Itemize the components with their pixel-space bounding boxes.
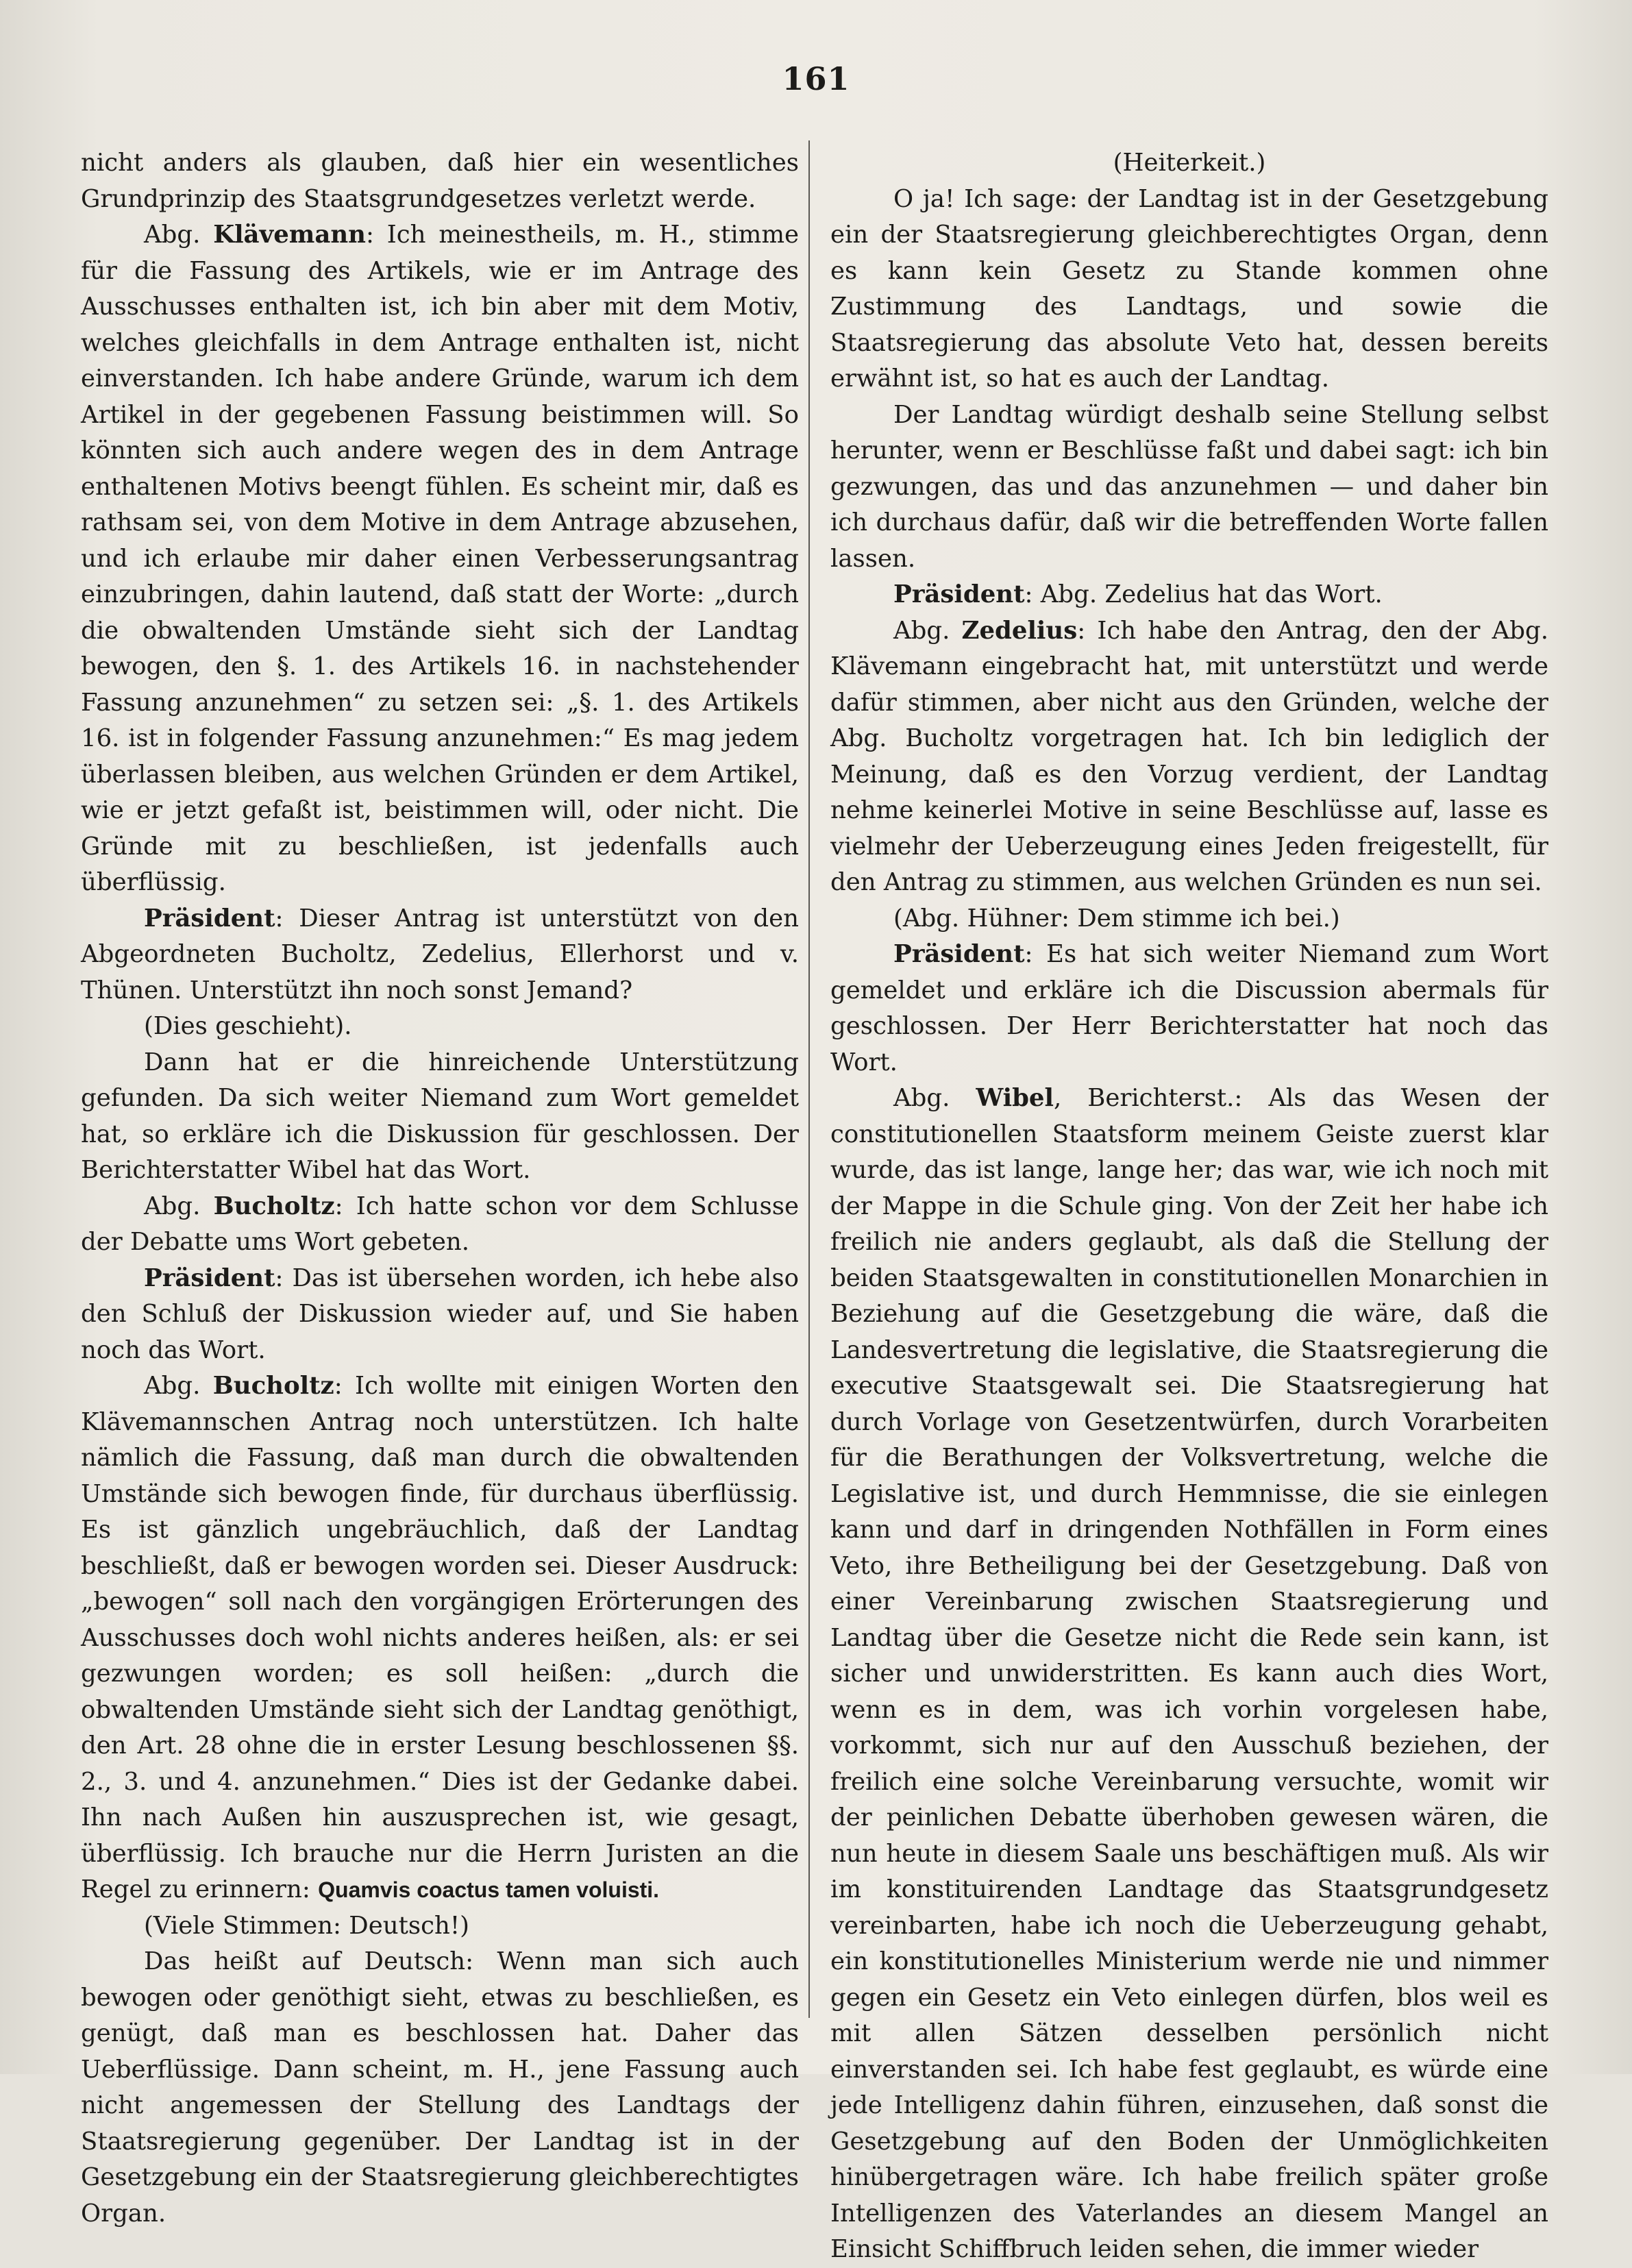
paragraph: Dann hat er die hinreichende Unterstützung gefunden. Da sich weiter Niemand zum Wort gemeldet hat, so erkläre ich die Diskussion für geschlossen. Der Berichterstatter Wibel hat das Wort. (81, 1048, 799, 1184)
speaker-name: Zedelius (961, 616, 1078, 645)
paragraph: Der Landtag würdigt deshalb seine Stellung selbst herunter, wenn er Beschlüsse faßt und dabei sagt: ich bin gezwungen, das und das anzunehmen — und daher bin ich durchaus dafür, daß wir die betreffenden Worte fallen lassen. (830, 400, 1548, 573)
page-number: 161 (782, 60, 850, 97)
speech-text: : Es hat sich weiter Niemand zum Wort gemeldet und erkläre ich die Discussion abermals für geschlossen. Der Herr Berichterstatter hat noch das Wort. (830, 940, 1548, 1076)
paragraph (81, 217, 799, 901)
paragraph: O ja! Ich sage: der Landtag ist in der Gesetzgebung ein der Staatsregierung gleichberechtigtes Organ, denn es kann kein Gesetz zu Stande kommen ohne Zustimmung des Landtags, und sowie die Staatsregierung das absolute Veto hat, dessen bereits erwähnt ist, so hat es auch der Landtag. (830, 184, 1548, 393)
paragraph: nicht anders als glauben, daß hier ein wesentliches Grundprinzip des Staatsgrundgesetzes verletzt werde. (81, 149, 799, 213)
paragraph (81, 1368, 799, 1908)
speaker-name: Wibel (976, 1084, 1054, 1112)
paragraph (830, 577, 1548, 613)
speech-text: : Das ist übersehen worden, ich hebe also den Schluß der Diskussion wieder auf, und Sie haben noch das Wort. (81, 1264, 799, 1364)
paragraph: Das heißt auf Deutsch: Wenn man sich auch bewogen oder genöthigt sieht, etwas zu beschließen, es genügt, daß man es beschlossen hat. Daher das Ueberflüssige. Dann scheint, m. H., jene Fassung auch nicht angemessen der Stellung des Landtags der Staatsregierung gegenüber. Der Landtag ist in der Gesetzgebung ein der Staatsregierung gleichberechtigtes Organ. (81, 1947, 799, 2228)
speaker-name: Bucholtz (213, 1192, 335, 1220)
speech-text: : Ich meinestheils, m. H., stimme für die Fassung des Artikels, wie er im Antrage des Ausschusses enthalten ist, ich bin aber mit dem Motiv, welches gleichfalls in dem Antrage enthalten ist, nicht einverstanden. Ich habe andere Gründe, warum ich dem Artikel in der gegebenen Fassung beistimmen will. So könnten sich auch andere wegen des in dem Antrage enthaltenen Motivs beengt fühlen. Es scheint mir, daß es rathsam sei, von dem Motive in dem Antrage abzusehen, und ich erlaube mir daher einen Verbesserungsantrag einzubringen, dahin lautend, daß statt der Worte: „durch die obwaltenden Umstände sieht sich der Landtag bewogen, den §. 1. des Artikels 16. in nachstehender Fassung anzunehmen“ zu setzen sei: „§. 1. des Artikels 16. ist in folgender Fassung anzunehmen:“ Es mag jedem überlassen bleiben, aus welchen Gründen er dem Artikel, wie er jetzt gefaßt ist, beistimmen will, oder nicht. Die Gründe mit zu beschließen, ist jedenfalls auch überflüssig. (81, 221, 799, 896)
left-column (81, 145, 799, 2232)
paragraph (830, 937, 1548, 1081)
speech-text: : Ich hatte schon vor dem Schlusse der Debatte ums Wort gebeten. (81, 1192, 799, 1256)
speaker-name: Klävemann (213, 221, 366, 249)
latin-quote: Quamvis coactus tamen voluisti. (318, 1877, 660, 1902)
right-column (830, 145, 1548, 2268)
speaker-prefix: Abg. (144, 221, 201, 249)
speaker-name: Präsident (144, 904, 275, 933)
paragraph (81, 901, 799, 1009)
speaker-prefix: Abg. (144, 1192, 201, 1220)
speaker-name: Präsident (144, 1264, 275, 1292)
speech-text: : Dieser Antrag ist unterstützt von den Abgeordneten Bucholtz, Zedelius, Ellerhorst und v. Thünen. Unterstützt ihn noch sonst Jemand? (81, 904, 799, 1004)
interjection: (Viele Stimmen: Deutsch!) (144, 1911, 469, 1940)
speech-text: : Ich wollte mit einigen Worten den Klävemannschen Antrag noch unterstützen. Ich halte nämlich die Fassung, daß man durch die obwaltenden Umstände sich bewogen finde, für durchaus überflüssig. Es ist gänzlich ungebräuchlich, daß der Landtag beschließt, daß er bewogen worden sei. Dieser Ausdruck: „bewogen“ soll nach den vorgängigen Erörterungen des Ausschusses doch wohl nichts anderes heißen, als: er sei gezwungen worden; es soll heißen: „durch die obwaltenden Umstände sieht sich der Landtag genöthigt, den Art. 28 ohne die in erster Lesung beschlossenen §§. 2., 3. und 4. anzunehmen.“ Dies ist der Gedanke dabei. Ihn nach Außen hin auszusprechen ist, wie gesagt, überflüssig. Ich brauche nur die Herrn Juristen an die Regel zu erinnern: (81, 1372, 799, 1903)
paragraph (81, 1261, 799, 1369)
speech-text: : Ich habe den Antrag, den der Abg. Klävemann eingebracht hat, mit unterstützt und werde dafür stimmen, aber nicht aus den Gründen, welche der Abg. Bucholtz vorgetragen hat. Ich bin lediglich der Meinung, daß es den Vorzug verdient, der Landtag nehme keinerlei Motive in seine Beschlüsse auf, lasse es vielmehr der Ueberzeugung eines Jeden freigestellt, für den Antrag zu stimmen, aus welchen Gründen es nun sei. (830, 616, 1548, 896)
speaker-prefix: Abg. (144, 1372, 201, 1400)
speaker-name: Präsident (893, 940, 1025, 968)
speech-text: : Abg. Zedelius hat das Wort. (1024, 580, 1383, 608)
interjection: (Abg. Hühner: Dem stimme ich bei.) (893, 904, 1340, 933)
interjection: (Dies geschieht). (144, 1012, 352, 1040)
speaker-name: Bucholtz (212, 1372, 334, 1400)
column-divider (808, 140, 810, 2018)
speaker-prefix: Abg. (893, 1084, 950, 1112)
speaker-prefix: Abg. (893, 616, 950, 645)
speech-text: , Berichterst.: Als das Wesen der constitutionellen Staatsform meinem Geiste zuerst klar wurde, das ist lange, lange her; das war, wie ich noch mit der Mappe in die Schule ging. Von der Zeit her habe ich freilich nie anders geglaubt, als daß die Stellung der beiden Staatsgewalten in constitutionellen Monarchien in Beziehung auf die Gesetzgebung die wäre, daß die Landesvertretung die legislative, die Staatsregierung die executive Staatsgewalt sei. Die Staatsregierung hat durch Vorlage von Gesetzentwürfen, durch Vorarbeiten für die Berathungen der Volksvertretung, welche die Legislative ist, und durch Hemmnisse, die sie einlegen kann und darf in dringenden Nothfällen in Form eines Veto, ihre Betheiligung bei der Gesetzgebung. Daß von einer Vereinbarung zwischen Staatsregierung und Landtag über die Gesetze nicht die Rede sein kann, ist sicher und unwiderstritten. Es kann auch dies Wort, wenn es in dem, was ich vorhin vorgelesen habe, vorkommt, sich nur auf den Ausschuß beziehen, der freilich eine solche Vereinbarung versuchte, womit wir der peinlichen Debatte überhoben gewesen wären, die nun heute in diesem Saale uns beschäftigen muß. Als wir im konstituirenden Landtage das Staatsgrundgesetz vereinbarten, habe ich noch die Ueberzeugung gehabt, ein konstitutionelles Ministerium werde nie und nimmer gegen ein Gesetz ein Veto einlegen dürfen, blos weil es mit allen Sätzen desselben persönlich nicht einverstanden sei. Ich habe fest geglaubt, es würde eine jede Intelligenz dahin führen, einzusehen, daß sonst die Gesetzgebung auf den Boden der Unmöglichkeiten hinübergetragen wäre. Ich habe freilich später große Intelligenzen des Vaterlandes an diesem Mangel an Einsicht Schiffbruch leiden sehen, die immer wieder (830, 1084, 1548, 2263)
interjection: (Heiterkeit.) (1113, 149, 1266, 177)
paragraph (830, 613, 1548, 901)
paragraph (830, 1081, 1548, 2268)
paragraph (81, 1189, 799, 1261)
speaker-name: Präsident (893, 580, 1025, 608)
